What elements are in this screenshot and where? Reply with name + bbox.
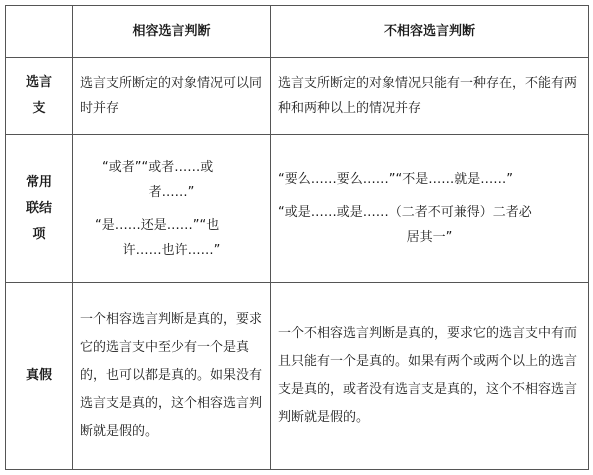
header-incompatible: 不相容选言判断: [271, 6, 589, 58]
row-label-disjuncts: [6, 58, 73, 135]
connective-paragraph: [80, 155, 263, 205]
comparison-table: [5, 5, 589, 470]
connective-line: 居其一”: [406, 230, 453, 245]
connective-line: 者……”: [148, 184, 195, 200]
cell-disjuncts-compatible: 选言支所断定的对象情况可以同时并存: [73, 58, 271, 135]
header-compatible: 相容选言判断: [73, 6, 271, 58]
table-row-connectives: [6, 135, 589, 283]
connective-line: “或是……或是……（二者不可兼得）二者必: [278, 205, 532, 220]
connective-line: “要么……要么……”“不是……就是……”: [278, 172, 513, 187]
header-row: [6, 6, 589, 58]
connective-paragraph: [278, 200, 581, 250]
cell-truth-compatible: 一个相容选言判断是真的，要求它的选言支中至少有一个是真的，也可以都是真的。如果没有选言支是真的，这个相容选言判断就是假的。: [73, 283, 271, 470]
header-corner-cell: [6, 6, 73, 58]
cell-truth-incompatible: 一个不相容选言判断是真的，要求它的选言支中有而且只能有一个是真的。如果有两个或两个以上的选言支是真的，或者没有选言支是真的，这个不相容选言判断就是假的。: [271, 283, 589, 470]
connective-line: “是……还是……”“也: [95, 217, 220, 233]
cell-connectives-compatible: [73, 135, 271, 283]
table-row-disjuncts: [6, 58, 589, 135]
row-label-line: 联结: [25, 200, 52, 216]
row-label-line: 选言: [25, 75, 52, 90]
connective-paragraph: [278, 167, 581, 192]
row-label-line: 项: [32, 226, 46, 242]
connective-line: 许……也许……”: [122, 242, 221, 258]
connective-paragraph: [80, 213, 263, 263]
row-label-connectives: [6, 135, 73, 283]
cell-connectives-incompatible: [271, 135, 589, 283]
row-label-truth: 真假: [6, 283, 73, 470]
connective-line: “或者”“或者……或: [102, 159, 214, 175]
row-label-line: 支: [32, 101, 46, 116]
table-row-truth: [6, 283, 589, 470]
row-label-line: 常用: [25, 174, 52, 190]
cell-disjuncts-incompatible: 选言支所断定的对象情况只能有一种存在，不能有两种和两种以上的情况并存: [271, 58, 589, 135]
